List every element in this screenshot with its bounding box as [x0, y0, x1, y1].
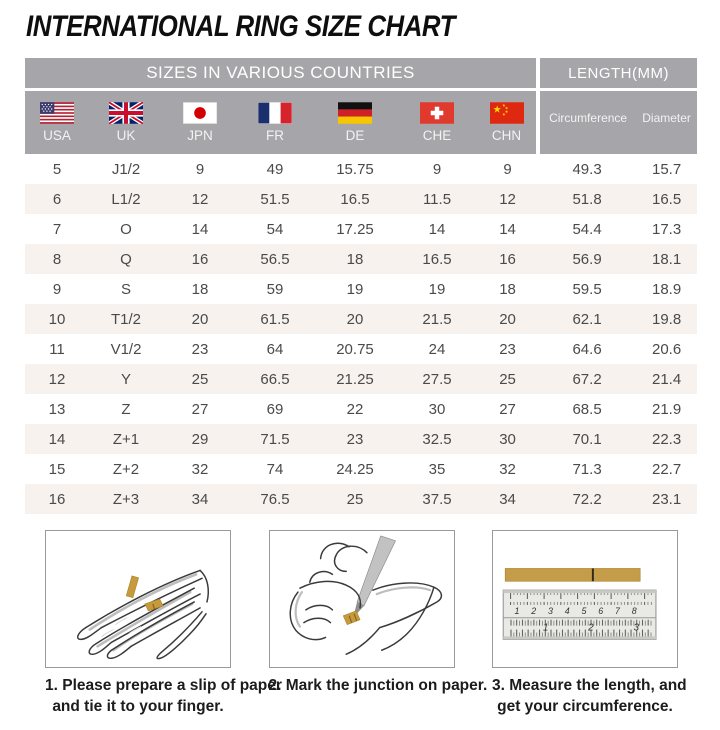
ring-size-cell: L1/2: [89, 184, 163, 214]
ring-size-cell: O: [120, 220, 132, 238]
column-header-de: [313, 90, 397, 155]
ring-size-cell: 56.5: [237, 244, 313, 274]
ring-size-cell: 14: [428, 220, 446, 238]
ring-size-cell: 15.75: [336, 160, 374, 178]
ring-size-cell: 16: [477, 244, 538, 274]
table-row: [25, 364, 697, 394]
ring-size-cell: Z+2: [112, 460, 140, 478]
step-3-caption-line-2: get your circumference.: [497, 697, 673, 715]
ring-size-cell: 32: [191, 460, 209, 478]
ruler-cm-7: 7: [615, 605, 620, 616]
ring-size-cell: 20.75: [336, 340, 374, 358]
ring-size-cell: 18: [191, 280, 209, 298]
ring-size-cell: 5: [52, 160, 62, 178]
ring-size-cell: 16.5: [313, 184, 397, 214]
table-row: [25, 484, 697, 514]
column-header-che: [397, 90, 477, 155]
ring-size-cell: 20.6: [651, 340, 682, 358]
step-3-caption-line-1: 3. Measure the length, and: [492, 677, 687, 694]
ring-size-cell: Q: [89, 244, 163, 274]
ruler-inch-1: 1: [542, 622, 549, 634]
table-row: [25, 394, 697, 424]
ring-size-cell: 12: [163, 184, 237, 214]
ring-size-cell: 51.8: [538, 184, 636, 214]
table-row: [25, 184, 697, 214]
ring-size-cell: 12: [477, 184, 538, 214]
ring-size-cell: 27.5: [397, 364, 477, 394]
france-flag-icon: [258, 102, 292, 124]
ring-size-cell: 34: [163, 484, 237, 514]
ring-size-cell: 19: [346, 280, 364, 298]
ring-size-cell: 21.9: [651, 400, 682, 418]
ring-size-cell: 49: [266, 160, 284, 178]
ruler-cm-5: 5: [581, 605, 587, 616]
step-3-caption: [492, 676, 687, 718]
ring-size-cell: 25: [163, 364, 237, 394]
ring-size-cell: 30: [428, 400, 446, 418]
ring-size-cell: 22: [346, 400, 364, 418]
ring-size-cell: 64: [266, 340, 284, 358]
switzerland-flag-icon: [420, 102, 454, 124]
ring-size-cell: 9: [195, 160, 205, 178]
ring-size-cell: 64.6: [572, 340, 602, 358]
step-1-caption: [45, 676, 282, 718]
ruler-cm-6: 6: [598, 605, 604, 616]
ring-size-cell: 32: [499, 460, 516, 478]
table-group-header-row: [25, 58, 697, 90]
ruler-cm-2: 2: [531, 605, 537, 616]
ring-size-cell: 15: [48, 460, 66, 478]
ring-size-cell: 62.1: [538, 304, 636, 334]
ring-size-cell: 67.2: [538, 364, 636, 394]
ring-size-cell: 74: [266, 460, 284, 478]
ring-size-cell: 68.5: [572, 400, 602, 418]
step-3: [492, 530, 687, 718]
column-label-che: CHE: [422, 128, 452, 143]
table-row: [25, 154, 697, 184]
length-group-header: LENGTH(MM): [538, 58, 697, 90]
ring-size-cell: 19.8: [636, 304, 697, 334]
ring-size-cell: 23.1: [636, 484, 697, 514]
ring-size-cell: 34: [477, 484, 538, 514]
ring-size-cell: 21.25: [313, 364, 397, 394]
measuring-steps: [0, 530, 720, 718]
ring-size-cell: 24.25: [336, 460, 374, 478]
china-flag-icon: [490, 102, 524, 124]
germany-flag-icon: [338, 102, 372, 124]
ring-size-cell: 11.5: [397, 184, 477, 214]
ring-size-cell: 25: [477, 364, 538, 394]
ring-size-cell: 9: [52, 280, 62, 298]
ruler-inch-3: 3: [633, 622, 639, 634]
ring-size-table-body: [25, 154, 697, 514]
ring-size-cell: 22.3: [636, 424, 697, 454]
ring-size-cell: 35: [428, 460, 446, 478]
ring-size-cell: 20: [477, 304, 538, 334]
hand-with-paper-illustration: [45, 530, 231, 668]
ring-size-cell: J1/2: [111, 160, 141, 178]
table-row: [25, 424, 697, 454]
ring-size-cell: 27: [499, 400, 516, 418]
column-header-uk: [89, 90, 163, 155]
ring-size-cell: 20: [313, 304, 397, 334]
column-header-jpn: [163, 90, 237, 155]
ring-size-cell: 15.7: [651, 160, 682, 178]
ring-size-cell: 18.1: [636, 244, 697, 274]
ring-size-cell: S: [120, 280, 131, 298]
table-row: [25, 304, 697, 334]
ring-size-cell: 59.5: [572, 280, 602, 298]
ring-size-cell: 66.5: [237, 364, 313, 394]
ring-size-cell: 49.3: [572, 160, 602, 178]
ruler-cm-1: 1: [514, 605, 520, 616]
ring-size-cell: 59: [266, 280, 284, 298]
ring-size-cell: 13: [48, 400, 66, 418]
step-1-caption-line-2: and tie it to your finger.: [52, 697, 224, 715]
ring-size-cell: 18.9: [651, 280, 682, 298]
ring-size-cell: 23: [313, 424, 397, 454]
column-label-jpn: JPN: [187, 128, 213, 143]
column-header-diameter: Diameter: [636, 90, 697, 155]
column-label-uk: UK: [116, 128, 136, 143]
ring-size-table: [25, 58, 697, 514]
step-1-caption-line-1: 1. Please prepare a slip of paper: [45, 677, 282, 694]
ring-size-cell: 11: [49, 340, 65, 358]
table-row: [25, 334, 697, 364]
column-header-chn: [477, 90, 538, 155]
ring-size-cell: Z+1: [89, 424, 163, 454]
table-row: [25, 244, 697, 274]
column-label-fr: FR: [266, 128, 284, 143]
step-2-caption: [268, 676, 488, 697]
table-row: [25, 274, 697, 304]
mark-junction-illustration: [269, 530, 455, 668]
uk-flag-icon: [109, 102, 143, 124]
ruler-cm-8: 8: [631, 605, 637, 616]
ring-size-cell: Z: [121, 400, 131, 418]
ring-size-cell: Y: [89, 364, 163, 394]
ring-size-cell: 21.5: [397, 304, 477, 334]
ring-size-cell: 22.7: [651, 460, 682, 478]
ring-size-cell: 54.4: [572, 220, 602, 238]
ring-size-cell: 71.3: [572, 460, 602, 478]
japan-flag-icon: [183, 102, 217, 124]
column-label-de: DE: [345, 128, 365, 143]
ring-size-cell: 18: [499, 280, 516, 298]
ring-size-cell: 14: [191, 220, 209, 238]
column-header-circumference: Circumference: [538, 90, 636, 155]
step-1: [45, 530, 282, 718]
ring-size-cell: 16.5: [397, 244, 477, 274]
table-country-header-row: [25, 90, 697, 155]
ring-size-cell: 10: [25, 304, 89, 334]
ring-size-cell: 29: [163, 424, 237, 454]
ring-size-cell: 14: [25, 424, 89, 454]
page-title: INTERNATIONAL RING SIZE CHART: [26, 10, 456, 43]
ring-size-cell: 21.4: [636, 364, 697, 394]
ring-size-cell: V1/2: [110, 340, 142, 358]
ring-size-cell: 23: [499, 340, 516, 358]
ring-size-cell: 16: [163, 244, 237, 274]
table-row: [25, 214, 697, 244]
ring-size-cell: 8: [25, 244, 89, 274]
ring-size-cell: Z+3: [89, 484, 163, 514]
ring-size-cell: 23: [191, 340, 209, 358]
ring-size-cell: 72.2: [538, 484, 636, 514]
ring-size-cell: 12: [25, 364, 89, 394]
ring-size-cell: 16: [25, 484, 89, 514]
ring-size-cell: 37.5: [397, 484, 477, 514]
ring-size-cell: 32.5: [397, 424, 477, 454]
ring-size-cell: 27: [191, 400, 209, 418]
ruler-cm-4: 4: [564, 605, 570, 616]
table-row: [25, 454, 697, 484]
step-2-caption-line-1: 2. Mark the junction on paper.: [268, 677, 488, 694]
ruler-inch-2: 2: [588, 622, 594, 634]
step-2: [268, 530, 488, 718]
ring-size-cell: 51.5: [237, 184, 313, 214]
ring-size-cell: 76.5: [237, 484, 313, 514]
ring-size-cell: 17.3: [651, 220, 682, 238]
ring-size-cell: 6: [25, 184, 89, 214]
ring-size-cell: 69: [266, 400, 284, 418]
ring-size-cell: 9: [432, 160, 442, 178]
ring-size-cell: 14: [499, 220, 516, 238]
ring-size-cell: 17.25: [336, 220, 374, 238]
ring-size-cell: 70.1: [538, 424, 636, 454]
column-header-usa: [25, 90, 89, 155]
ring-size-cell: 19: [428, 280, 446, 298]
column-label-chn: CHN: [491, 128, 522, 143]
ring-size-cell: T1/2: [89, 304, 163, 334]
ring-size-cell: 16.5: [636, 184, 697, 214]
column-header-fr: [237, 90, 313, 155]
sizes-group-header: SIZES IN VARIOUS COUNTRIES: [25, 58, 538, 90]
ring-size-cell: 7: [52, 220, 62, 238]
ruler-measure-illustration: [492, 530, 678, 668]
ruler-cm-3: 3: [548, 605, 553, 616]
ring-size-cell: 20: [163, 304, 237, 334]
ring-size-cell: 24: [428, 340, 446, 358]
ring-size-chart-page: [0, 10, 720, 730]
ring-size-cell: 30: [477, 424, 538, 454]
ring-size-cell: 61.5: [237, 304, 313, 334]
ring-size-cell: 9: [503, 160, 512, 178]
ring-size-cell: 18: [313, 244, 397, 274]
ring-size-cell: 71.5: [237, 424, 313, 454]
ring-size-cell: 56.9: [538, 244, 636, 274]
ring-size-cell: 25: [313, 484, 397, 514]
usa-flag-icon: [40, 102, 74, 124]
column-label-usa: USA: [43, 128, 71, 143]
ring-size-cell: 54: [266, 220, 284, 238]
